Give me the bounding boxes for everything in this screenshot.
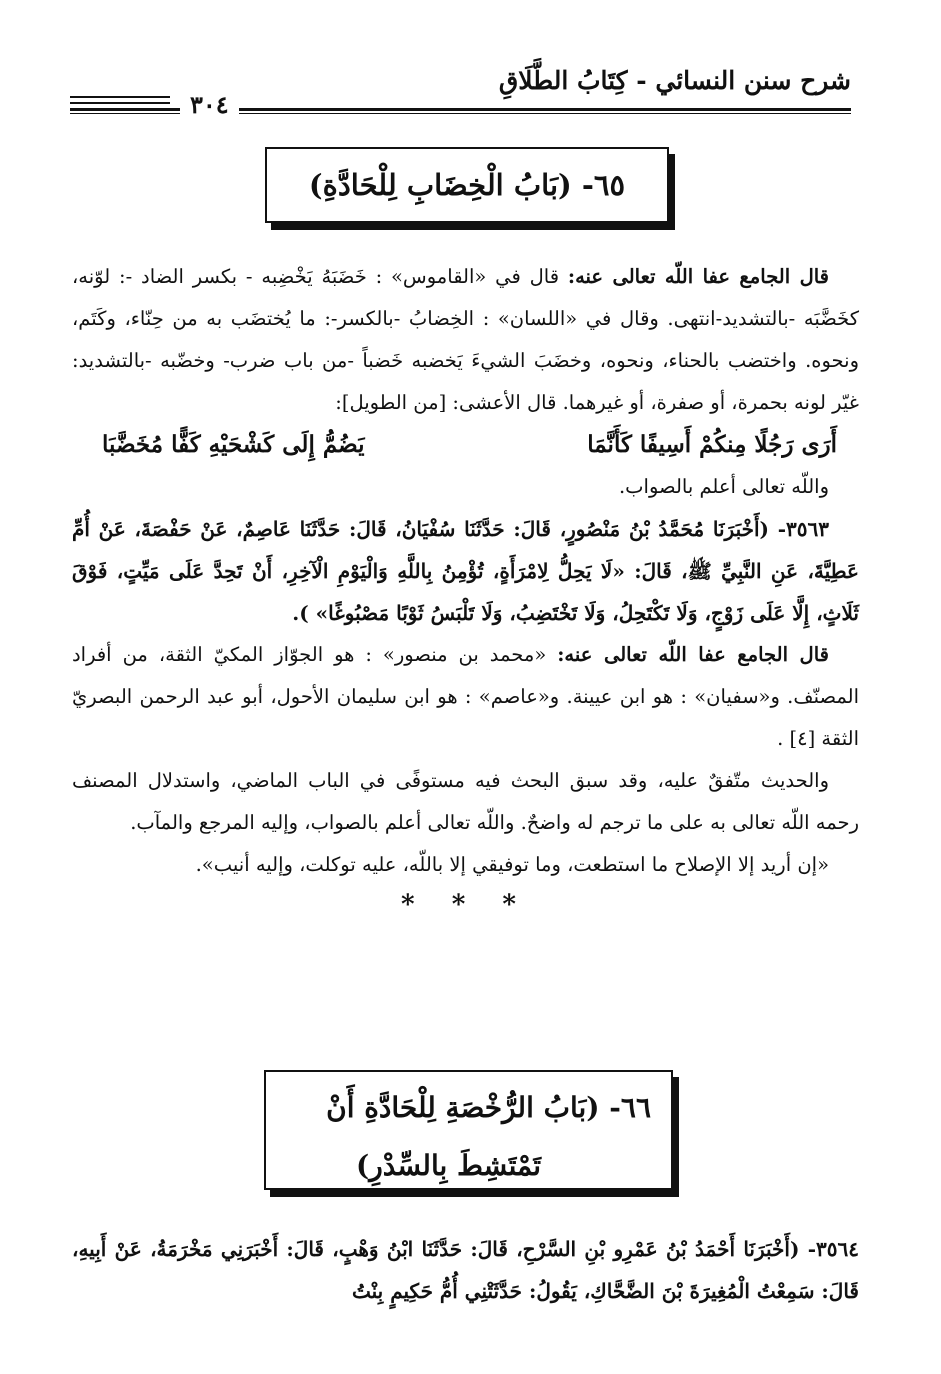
running-title: شرح سنن النسائي - كِتَابُ الطَّلَاقِ [498, 66, 851, 95]
author-note-lead-2: قال الجامع عفا اللّه تعالى عنه: [557, 643, 829, 666]
hadith-3563: ٣٥٦٣- (أَخْبَرَنَا مُحَمَّدُ بْنُ مَنْصُورٍ، قَالَ: حَدَّثَنَا سُفْيَانُ، قَالَ: حَدَّثَنَا عَاصِمٌ، عَنْ حَفْصَةَ، عَنْ أُمِّ عَطِيَّةَ، عَنِ النَّبِيِّ ﷺ، قَالَ: «لَا يَحِلُّ لِامْرَأَةٍ، تُؤْمِنُ بِاللَّهِ وَالْيَوْمِ الْآخِرِ، أَنْ تَحِدَّ عَلَى مَيِّتٍ، فَوْقَ ثَلَاثٍ، إِلَّا عَلَى زَوْجٍ، وَلَا تَكْتَحِلُ، وَلَا تَخْتَضِبُ، وَلَا تَلْبَسُ ثَوْبًا مَصْبُوغًا» ). [72, 517, 859, 625]
chapter-title-66-line1: ٦٦- (بَابُ الرُّخْصَةِ لِلْحَادَّةِ أَنْ [326, 1091, 651, 1124]
author-note-lead: قال الجامع عفا اللّه تعالى عنه: [567, 265, 829, 288]
paragraph-1 [72, 256, 859, 424]
paragraph-3-text: «محمد بن منصور» : هو الجوّاز المكيّ الثقة، من أفراد المصنّف. و«سفيان» : هو ابن عيينة. و«عاصم» : هو ابن سليمان الأحول، أبو عبد الرحمن البصريّ الثقة [٤] . [72, 643, 859, 750]
chapter-heading-66 [264, 1070, 673, 1190]
hadith-3564: ٣٥٦٤- (أَخْبَرَنَا أَحْمَدُ بْنُ عَمْرِو بْنِ السَّرْحِ، قَالَ: حَدَّثَنَا ابْنُ وَهْبٍ، قَالَ: أَخْبَرَنِي مَخْرَمَةُ، عَنْ أَبِيهِ، قَالَ: سَمِعْتُ الْمُغِيرَةَ بْنَ الضَّحَّاكِ، يَقُولُ: حَدَّثَتْنِي أُمُّ حَكِيمٍ بِنْتُ [72, 1237, 859, 1303]
poetry-verse [72, 424, 859, 466]
main-text [72, 256, 859, 920]
page-header [70, 56, 851, 119]
chapter-title-65: ٦٥- (بَابُ الْخِضَابِ لِلْحَادَّةِ) [308, 168, 626, 202]
header-decoration [70, 96, 170, 114]
section-separator-stars: * * * [401, 890, 530, 920]
paragraph-1-text: قال في «القاموس» : خَضَبَهُ يَخْضِبه - بكسر الضاد -: لوّنه، كخَضَّبَه -بالتشديد-انتهى. وقال في «اللسان» : الخِضابُ -بالكسر-: ما يُختضَب به من حِنّاء، وكَتَم، ونحوه. واختضب بالحناء، ونحوه، وخضَبَ الشيءَ يَخضبه خَضباً -من باب ضرب- وخضّبه -بالتشديد: غيّر لونه بحمرة، أو صفرة، أو غيرهما. قال الأعشى: [من الطويل]: [72, 265, 859, 414]
chapter-heading-65 [265, 147, 669, 223]
chapter-title-66-line2: تَمْتَشِطَ بِالسِّدْرِ) [355, 1149, 542, 1182]
verse-second-hemistich: يَضُمُّ إِلَى كَشْحَيْهِ كَفًّا مُخَضَّبَا [102, 431, 365, 458]
paragraph-2: واللّه تعالى أعلم بالصواب. [618, 475, 829, 498]
page-number: ٣٠٤ [180, 90, 239, 119]
paragraph-4: والحديث متّفقٌ عليه، وقد سبق البحث فيه مستوفًى في الباب الماضي، واستدلال المصنف رحمه اللّه تعالى به على ما ترجم له واضحٌ. واللّه تعالى أعلم بالصواب، وإليه المرجع والمآب. [72, 769, 859, 834]
paragraph-3 [72, 634, 859, 760]
verse-first-hemistich: أَرَى رَجُلًا مِنكُمْ أَسِيفًا كَأَنَّمَا [587, 431, 837, 458]
paragraph-5: «إن أريد إلا الإصلاح ما استطعت، وما توفيقي إلا باللّه، عليه توكلت، وإليه أنيب». [195, 853, 829, 876]
